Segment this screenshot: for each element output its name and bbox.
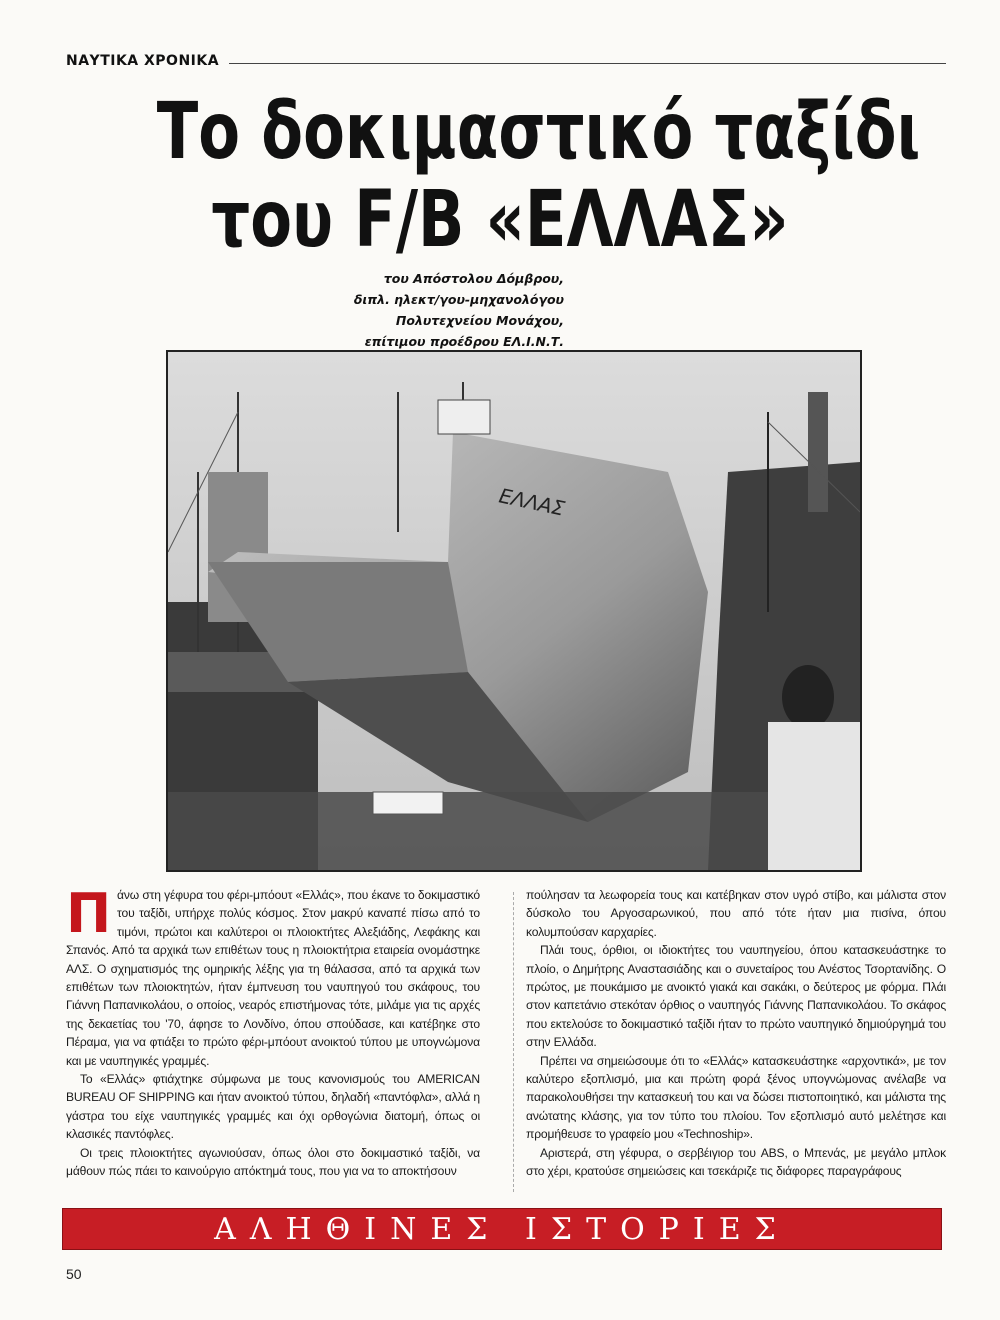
banner-text: ΑΛΗΘΙΝΕΣ ΙΣΤΟΡΙΕΣ xyxy=(214,1211,790,1247)
page-number: 50 xyxy=(66,1266,82,1282)
paragraph: πούλησαν τα λεωφορεία τους και κατέβηκαν στον υγρό στίβο, και μάλιστα στον δύσκολο του Αργοσαρωνικού, που από τότε ήταν μια πισίνα, όπου κολυμπούσαν καρχαρίες. xyxy=(526,888,946,939)
article-column-2 xyxy=(526,886,946,1204)
hull-name: ΕΛΛΑΣ xyxy=(496,483,567,521)
drop-cap: Π xyxy=(66,888,112,938)
byline-line: επίτιμου προέδρου ΕΛ.Ι.Ν.Τ. xyxy=(364,334,564,349)
page-header xyxy=(66,48,946,68)
header-rule xyxy=(229,63,946,64)
section-title: ΝΑΥΤΙΚΑ ΧΡΟΝΙΚΑ xyxy=(66,53,220,69)
paragraph-text: άνω στη γέφυρα του φέρι-μπόουτ «Ελλάς», που έκανε το δοκιμαστικό του ταξίδι, υπήρχε πολύς κόσμος. Στον μακρύ καναπέ πίσω από το τιμόνι, πρώτοι και καλύτεροι οι πλοιοκτήτες Αλεξιάδης, Λεφάκης και Σπανός. Από τα αρχικά των επιθέτων τους η πλοιοκτήτρια εταιρεία ονομάστηκε ΑΛΣ. Ο σχηματισμός της ομηρικής λέξης για τη θάλασσα, από τα αρχικά των επιθέτων των πλοιοκτητών, ήταν έμπνευση του ναυπηγού του σκάφους, του Γιάννη Παπανικολάου, ο οποίος, νεαρός επιστήμονας τότε, μιλάμε για τις αρχές της δεκαετίας του '70, άφησε το Λονδίνο, όπου σπούδασε, και κατέβηκε στο Πέραμα, για να φτιάξει το πρώτο φέρι-μπόουτ ανοικτού τύπου με υπογνώμονα και με ναυπηγικές γραμμές. xyxy=(66,888,480,1068)
paragraph: Πλάι τους, όρθιοι, οι ιδιοκτήτες του ναυπηγείου, όπου κατασκευάστηκε το πλοίο, ο Δημήτρης Αναστασιάδης και ο συνεταίρος του Ανέστος Τσορτανίδης. Ο πρώτος, με πουκάμισο με ανοικτό γιακά και σακάκι, ο δεύτερος με φόρμα. Πλάι στον καπετάνιο στεκόταν όρθιος ο ναυπηγός Γιάννης Παπανικολάου. Το σκάφος που εκτελούσε το δοκιμαστικό ταξίδι ήταν το πρώτο ναυπηγικό δημιούργημά του στην Ελλάδα. xyxy=(526,943,946,1050)
byline-line: Πολυτεχνείου Μονάχου, xyxy=(395,313,564,328)
paragraph: Πρέπει να σημειώσουμε ότι το «Ελλάς» κατασκευάστηκε «αρχοντικά», με τον καλύτερο εξοπλισμό, μια και πρώτη φορά ξένος υπογνώμονας ανέλαβε να παρακολουθήσει την κατασκευή του και να δώσει πιστοποιητικό, και μάλιστα της ανώτατης κλάσης, για τον τύπο του πλοίου. Τον εξοπλισμό αυτό μελέτησε και προμήθευσε το γραφείο μου «Technoship». xyxy=(526,1053,946,1142)
title-line-1: Το δοκιμαστικό ταξίδι xyxy=(156,87,921,177)
paragraph xyxy=(66,886,480,1070)
title-line-2: του F/B «ΕΛΛΑΣ» xyxy=(211,175,789,265)
paragraph: Το «Ελλάς» φτιάχτηκε σύμφωνα με τους κανονισμούς του AMERICAN BUREAU OF SHIPPING και ήταν ανοικτού τύπου, δηλαδή «παντόφλα», αλλά η γάστρα του είχε ναυπηγικές γραμμές και όχι ορθογώνια διατομή, όπως οι κλασικές παντόφλες. xyxy=(66,1072,480,1142)
paragraph: Οι τρεις πλοιοκτήτες αγωνιούσαν, όπως όλοι στο δοκιμαστικό ταξίδι, να μάθουν πώς πάει το καινούργιο απόκτημά τους, που για να το αποκτήσουν xyxy=(66,1145,480,1179)
column-divider xyxy=(513,892,514,1192)
paragraph: Αριστερά, στη γέφυρα, ο σερβέιγιορ του ABS, ο Μπενάς, με μεγάλο μπλοκ στο χέρι, κρατούσε σημειώσεις και τσεκάριζε τις διάφορες παραγράφους xyxy=(526,1145,946,1179)
article-column-1 xyxy=(66,886,480,1204)
byline-line: διπλ. ηλεκτ/γου-μηχανολόγου xyxy=(353,292,564,307)
ship-photo xyxy=(166,350,862,872)
byline-line: του Απόστολου Δόμβρου, xyxy=(383,271,564,286)
series-banner xyxy=(62,1208,942,1250)
byline xyxy=(354,268,564,352)
article-title xyxy=(156,87,921,265)
